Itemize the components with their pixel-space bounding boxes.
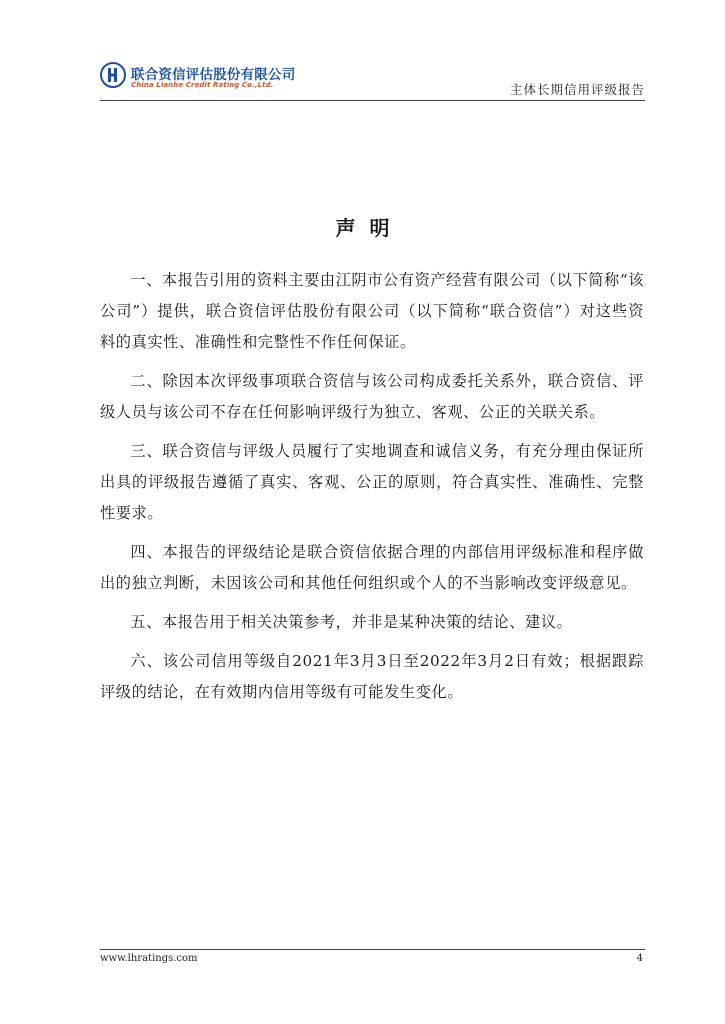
declaration-paragraph: 五、本报告用于相关决策参考，并非是某种决策的结论、建议。 — [130, 613, 573, 631]
header-divider — [100, 100, 645, 101]
page-header — [100, 60, 645, 104]
page-title: 声明 — [335, 216, 404, 240]
footer-divider — [100, 949, 645, 950]
company-name-cn: 联合资信评估股份有限公司 — [131, 67, 296, 83]
report-type-label: 主体长期信用评级报告 — [509, 82, 645, 97]
declaration-paragraph: 四、本报告的评级结论是联合资信依据合理的内部信用评级标准和程序做出的独立判断，未因该公司和其他任何组织或个人的不当影响改变评级意见。 — [100, 543, 644, 592]
page-number: 4 — [636, 953, 643, 964]
lianhe-logo-icon — [100, 62, 126, 88]
declaration-paragraph: 三、联合资信与评级人员履行了实地调查和诚信义务，有充分理由保证所出具的评级报告遵循了真实、客观、公正的原则，符合真实性、准确性、完整性要求。 — [100, 442, 644, 522]
declaration-paragraph: 六、该公司信用等级自2021年3月3日至2022年3月2日有效；根据跟踪评级的结论，在有效期内信用等级有可能发生变化。 — [100, 652, 644, 701]
footer-website: www.lhratings.com — [100, 953, 198, 964]
company-name-en: China Lianhe Credit Rating Co.,Ltd. — [131, 81, 274, 89]
declaration-paragraph: 二、除因本次评级事项联合资信与该公司构成委托关系外，联合资信、评级人员与该公司不存在任何影响评级行为独立、客观、公正的关联关系。 — [100, 372, 644, 421]
declaration-body — [100, 265, 644, 716]
declaration-paragraph: 一、本报告引用的资料主要由江阴市公有资产经营有限公司（以下简称“该公司”）提供，联合资信评估股份有限公司（以下简称“联合资信”）对这些资料的真实性、准确性和完整性不作任何保证。 — [100, 271, 644, 351]
